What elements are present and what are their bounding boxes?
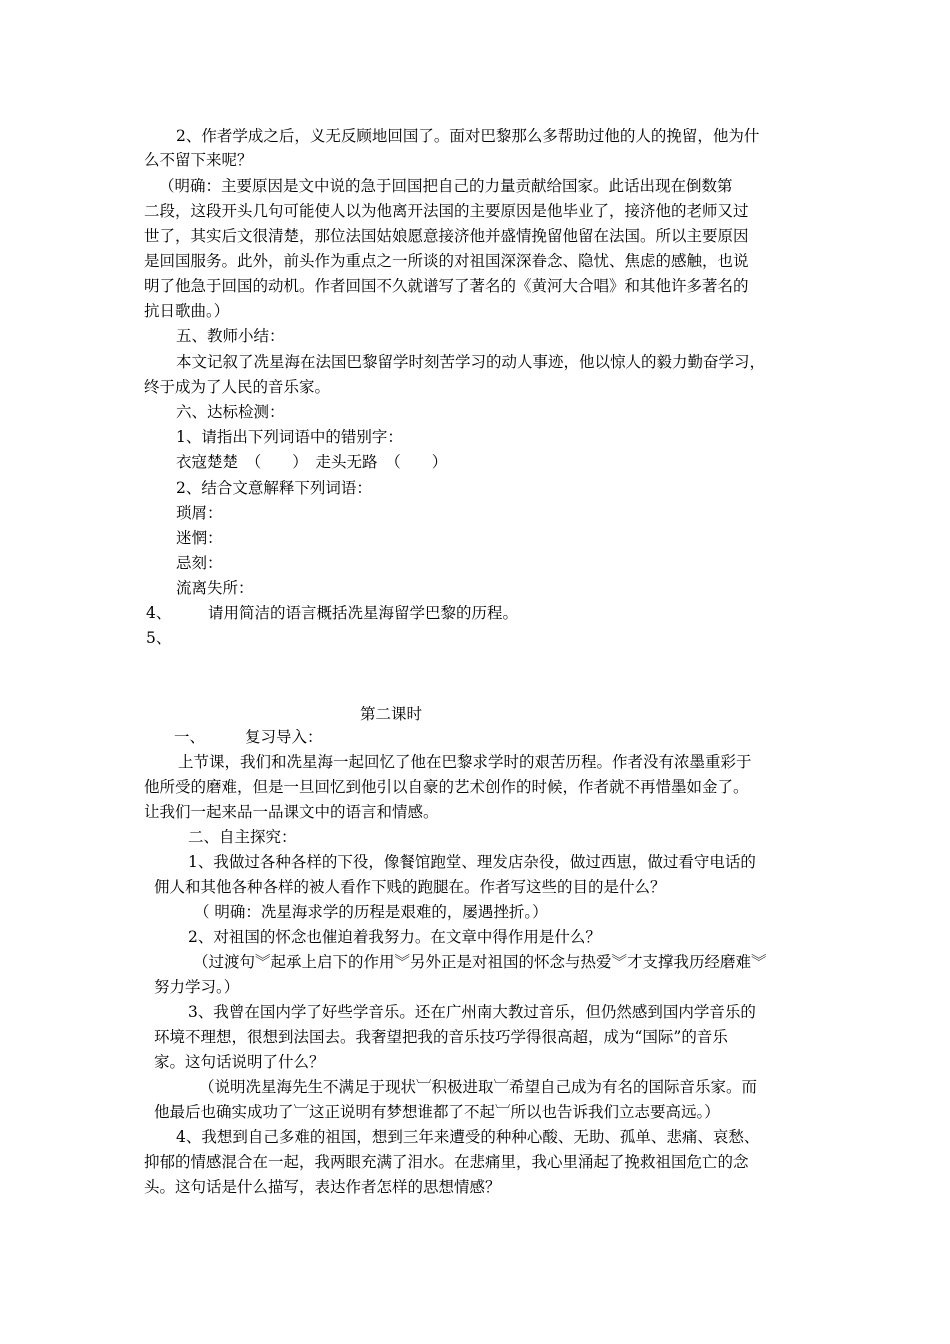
explore-2-line-1: 2、对祖国的怀念也催迫着我努力。在文章中得作用是什么？ <box>188 928 601 946</box>
question-2-line-2: 么不留下来呢？ <box>144 151 253 169</box>
summary-line-1: 本文记叙了冼星海在法国巴黎留学时刻苦学习的动人事迹，他以惊人的毅力勤奋学习， <box>176 353 766 371</box>
answer-2-line-6: 抗日歌曲。） <box>144 302 230 320</box>
answer-2-line-3: 世了，其实后文很清楚，那位法国姑娘愿意接济他并盛情挽留他留在法国。所以主要原因 <box>144 227 749 245</box>
explore-4-line-1: 4、我想到自己多难的祖国，想到三年来遭受的种种心酸、无助、孤单、悲痛、哀愁、 <box>176 1128 760 1146</box>
test-question-1-words: 衣寇楚楚 （ ） 走头无路 （ ） <box>176 453 448 471</box>
term-1: 琐屑： <box>176 504 223 522</box>
test-question-1: 1、请指出下列词语中的错别字： <box>176 428 403 446</box>
explore-2-answer-1: （过渡句︾起承上启下的作用︾另外正是对祖国的怀念与热爱︾才支撑我历经磨难︾ <box>193 953 767 971</box>
review-heading: 复习导入： <box>245 728 323 746</box>
explore-1-line-1: 1、我做过各种各样的下役，像餐馆跑堂、理发店杂役，做过西崽，做过看守电话的 <box>188 853 756 871</box>
intro-line-3: 让我们一起来品一品课文中的语言和情感。 <box>144 803 439 821</box>
test-question-2: 2、结合文意解释下列词语： <box>176 479 372 497</box>
explore-4-line-3: 头。这句话是什么描写，表达作者怎样的思想情感？ <box>144 1178 501 1196</box>
test-question-4-number: 4、 <box>146 604 172 622</box>
explore-4-line-2: 抑郁的情感混合在一起，我两眼充满了泪水。在悲痛里，我心里涌起了挽救祖国危亡的念 <box>144 1153 749 1171</box>
test-heading: 六、达标检测： <box>176 403 285 421</box>
explore-3-answer-1: （说明冼星海先生不满足于现状︺积极进取︺希望自己成为有名的国际音乐家。而 <box>199 1078 758 1096</box>
explore-3-line-2: 环境不理想，很想到法国去。我奢望把我的音乐技巧学得很高超，成为“国际”的音乐 <box>154 1028 728 1046</box>
test-question-5-number: 5、 <box>146 629 172 647</box>
explore-3-line-1: 3、我曾在国内学了好些学音乐。还在广州南大教过音乐，但仍然感到国内学音乐的 <box>188 1003 756 1021</box>
answer-2-line-4: 是回国服务。此外，前头作为重点之一所谈的对祖国深深眷念、隐忧、焦虑的感触，也说 <box>144 252 749 270</box>
intro-line-2: 他所受的磨难，但是一旦回忆到他引以自豪的艺术创作的时候，作者就不再惜墨如金了。 <box>144 778 749 796</box>
explore-3-answer-2: 他最后也确实成功了︺这正说明有梦想谁都了不起︺所以也告诉我们立志要高远。） <box>154 1103 720 1121</box>
review-number: 一、 <box>174 728 206 746</box>
answer-2-line-2: 二段，这段开头几句可能使人以为他离开法国的主要原因是他毕业了，接济他的老师又过 <box>144 202 749 220</box>
intro-line-1: 上节课，我们和冼星海一起回忆了他在巴黎求学时的艰苦历程。作者没有浓墨重彩于 <box>178 753 752 771</box>
question-2-line-1: 2、作者学成之后，义无反顾地回国了。面对巴黎那么多帮助过他的人的挽留，他为什 <box>176 127 760 145</box>
explore-heading: 二、自主探究： <box>188 828 297 846</box>
explore-2-answer-2: 努力学习。） <box>154 978 240 996</box>
summary-line-2: 终于成为了人民的音乐家。 <box>144 378 331 396</box>
term-2: 迷惘： <box>176 529 223 547</box>
answer-2-line-1: （明确：主要原因是文中说的急于回国把自己的力量贡献给国家。此话出现在倒数第 <box>159 177 733 195</box>
test-question-4-text: 请用简洁的语言概括冼星海留学巴黎的历程。 <box>208 604 519 622</box>
explore-1-answer: （ 明确：冼星海求学的历程是艰难的，屡遇挫折。） <box>194 903 548 921</box>
summary-heading: 五、教师小结： <box>176 327 285 345</box>
lesson-2-title: 第二课时 <box>360 705 423 723</box>
explore-3-line-3: 家。这句话说明了什么？ <box>154 1053 325 1071</box>
answer-2-line-5: 明了他急于回国的动机。作者回国不久就谱写了著名的《黄河大合唱》和其他许多著名的 <box>144 277 749 295</box>
term-3: 忌刻： <box>176 554 223 572</box>
term-4: 流离失所： <box>176 579 254 597</box>
explore-1-line-2: 佣人和其他各种各样的被人看作下贱的跑腿在。作者写这些的目的是什么？ <box>154 878 666 896</box>
